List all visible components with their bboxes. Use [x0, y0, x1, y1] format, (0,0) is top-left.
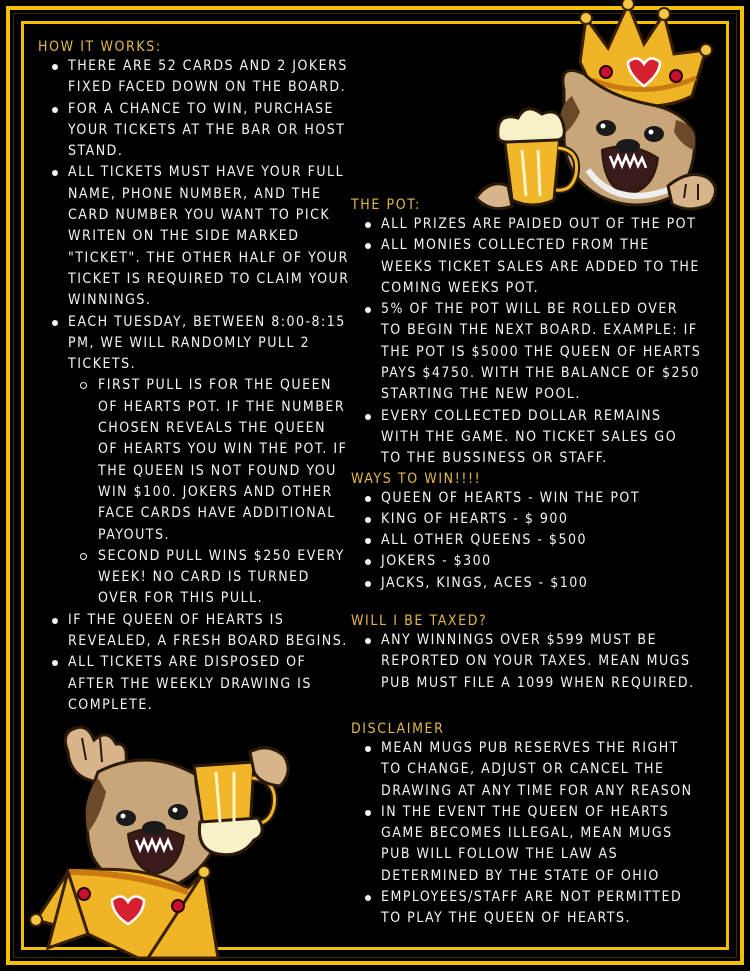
list-item: JACKS, KINGS, ACES - $100	[351, 573, 703, 594]
taxed-heading: WILL I BE TAXED?	[351, 613, 488, 630]
ways-to-win-heading: WAYS TO WIN!!!!	[351, 470, 482, 487]
jester-dog-illustration	[28, 722, 318, 962]
list-item: KING OF HEARTS - $ 900	[351, 509, 703, 530]
crowned-dog-illustration	[468, 0, 730, 222]
the-pot-heading: THE POT:	[351, 197, 421, 213]
list-item: IF THE QUEEN OF HEARTS IS REVEALED, A FRESH BOARD BEGINS.	[38, 610, 350, 653]
left-column	[38, 38, 350, 716]
ways-to-win-list	[351, 488, 703, 594]
list-item: ALL MONIES COLLECTED FROM THE WEEKS TICKET SALES ARE ADDED TO THE COMING WEEKS POT.	[351, 235, 703, 299]
disclaimer-list	[351, 738, 703, 930]
disclaimer-heading: DISCLAIMER	[351, 720, 445, 737]
list-item: ALL TICKETS MUST HAVE YOUR FULL NAME, PHONE NUMBER, AND THE CARD NUMBER YOU WANT TO PICK WRITEN ON THE SIDE MARKED "TICKET". THE OTHER HALF OF YOUR TICKET IS REQUIRED TO CLAIM YOUR WINNINGS.	[38, 162, 350, 311]
list-item: EMPLOYEES/STAFF ARE NOT PERMITTED TO PLAY THE QUEEN OF HEARTS.	[351, 887, 703, 930]
jester-hat-icon	[30, 866, 218, 958]
list-item: EACH TUESDAY, BETWEEN 8:00-8:15 PM, WE WILL RANDOMLY PULL 2 TICKETS. FIRST PULL IS FOR THE QUEEN OF HEARTS POT. IF THE NUMBER CHOSEN REVEALS THE QUEEN OF HEARTS YOU WIN THE POT. IF THE QUEEN IS NOT FOUND YOU WIN $100. JOKERS AND OTHER FACE CARDS HAVE ADDITIONAL PAYOUTS. SECOND PULL WINS $250 EVERY WEEK! NO CARD IS TURNED OVER FOR THIS PULL.	[38, 312, 350, 610]
section-spacer	[351, 694, 703, 720]
drawing-sublist	[68, 375, 350, 609]
how-it-works-list	[38, 56, 350, 716]
list-item: ALL OTHER QUEENS - $500	[351, 530, 703, 551]
list-item: QUEEN OF HEARTS - WIN THE POT	[351, 488, 703, 509]
list-item: THERE ARE 52 CARDS AND 2 JOKERS FIXED FACED DOWN ON THE BOARD.	[38, 56, 350, 99]
list-item: IN THE EVENT THE QUEEN OF HEARTS GAME BECOMES ILLEGAL, MEAN MUGS PUB WILL FOLLOW THE LAW AS DETERMINED BY THE STATE OF OHIO	[351, 802, 703, 887]
sub-list-item: SECOND PULL WINS $250 EVERY WEEK! NO CARD IS TURNED OVER FOR THIS PULL.	[68, 546, 350, 610]
list-item: ALL TICKETS ARE DISPOSED OF AFTER THE WEEKLY DRAWING IS COMPLETE.	[38, 652, 350, 716]
list-item: MEAN MUGS PUB RESERVES THE RIGHT TO CHANGE, ADJUST OR CANCEL THE DRAWING AT ANY TIME FOR ANY REASON	[351, 738, 703, 802]
list-item: FOR A CHANCE TO WIN, PURCHASE YOUR TICKETS AT THE BAR OR HOST STAND.	[38, 99, 350, 163]
section-spacer	[351, 594, 703, 612]
the-pot-list	[351, 214, 703, 470]
list-item: EVERY COLLECTED DOLLAR REMAINS WITH THE GAME. NO TICKET SALES GO TO THE BUSSINESS OR STAFF.	[351, 406, 703, 470]
sub-list-item: FIRST PULL IS FOR THE QUEEN OF HEARTS POT. IF THE NUMBER CHOSEN REVEALS THE QUEEN OF HEARTS YOU WIN THE POT. IF THE QUEEN IS NOT FOUND YOU WIN $100. JOKERS AND OTHER FACE CARDS HAVE ADDITIONAL PAYOUTS.	[68, 375, 350, 545]
list-item: 5% OF THE POT WILL BE ROLLED OVER TO BEGIN THE NEXT BOARD. EXAMPLE: IF THE POT IS $5000 THE QUEEN OF HEARTS PAYS $4750. WITH THE BALANCE OF $250 STARTING THE NEW POOL.	[351, 299, 703, 405]
right-column	[351, 196, 703, 930]
list-item: JOKERS - $300	[351, 551, 703, 572]
taxed-list	[351, 630, 703, 694]
how-it-works-heading: HOW IT WORKS:	[38, 39, 162, 55]
list-item: ANY WINNINGS OVER $599 MUST BE REPORTED ON YOUR TAXES. MEAN MUGS PUB MUST FILE A 1099 WHEN REQUIRED.	[351, 630, 703, 694]
list-item: ALL PRIZES ARE PAIDED OUT OF THE POT	[351, 214, 703, 235]
